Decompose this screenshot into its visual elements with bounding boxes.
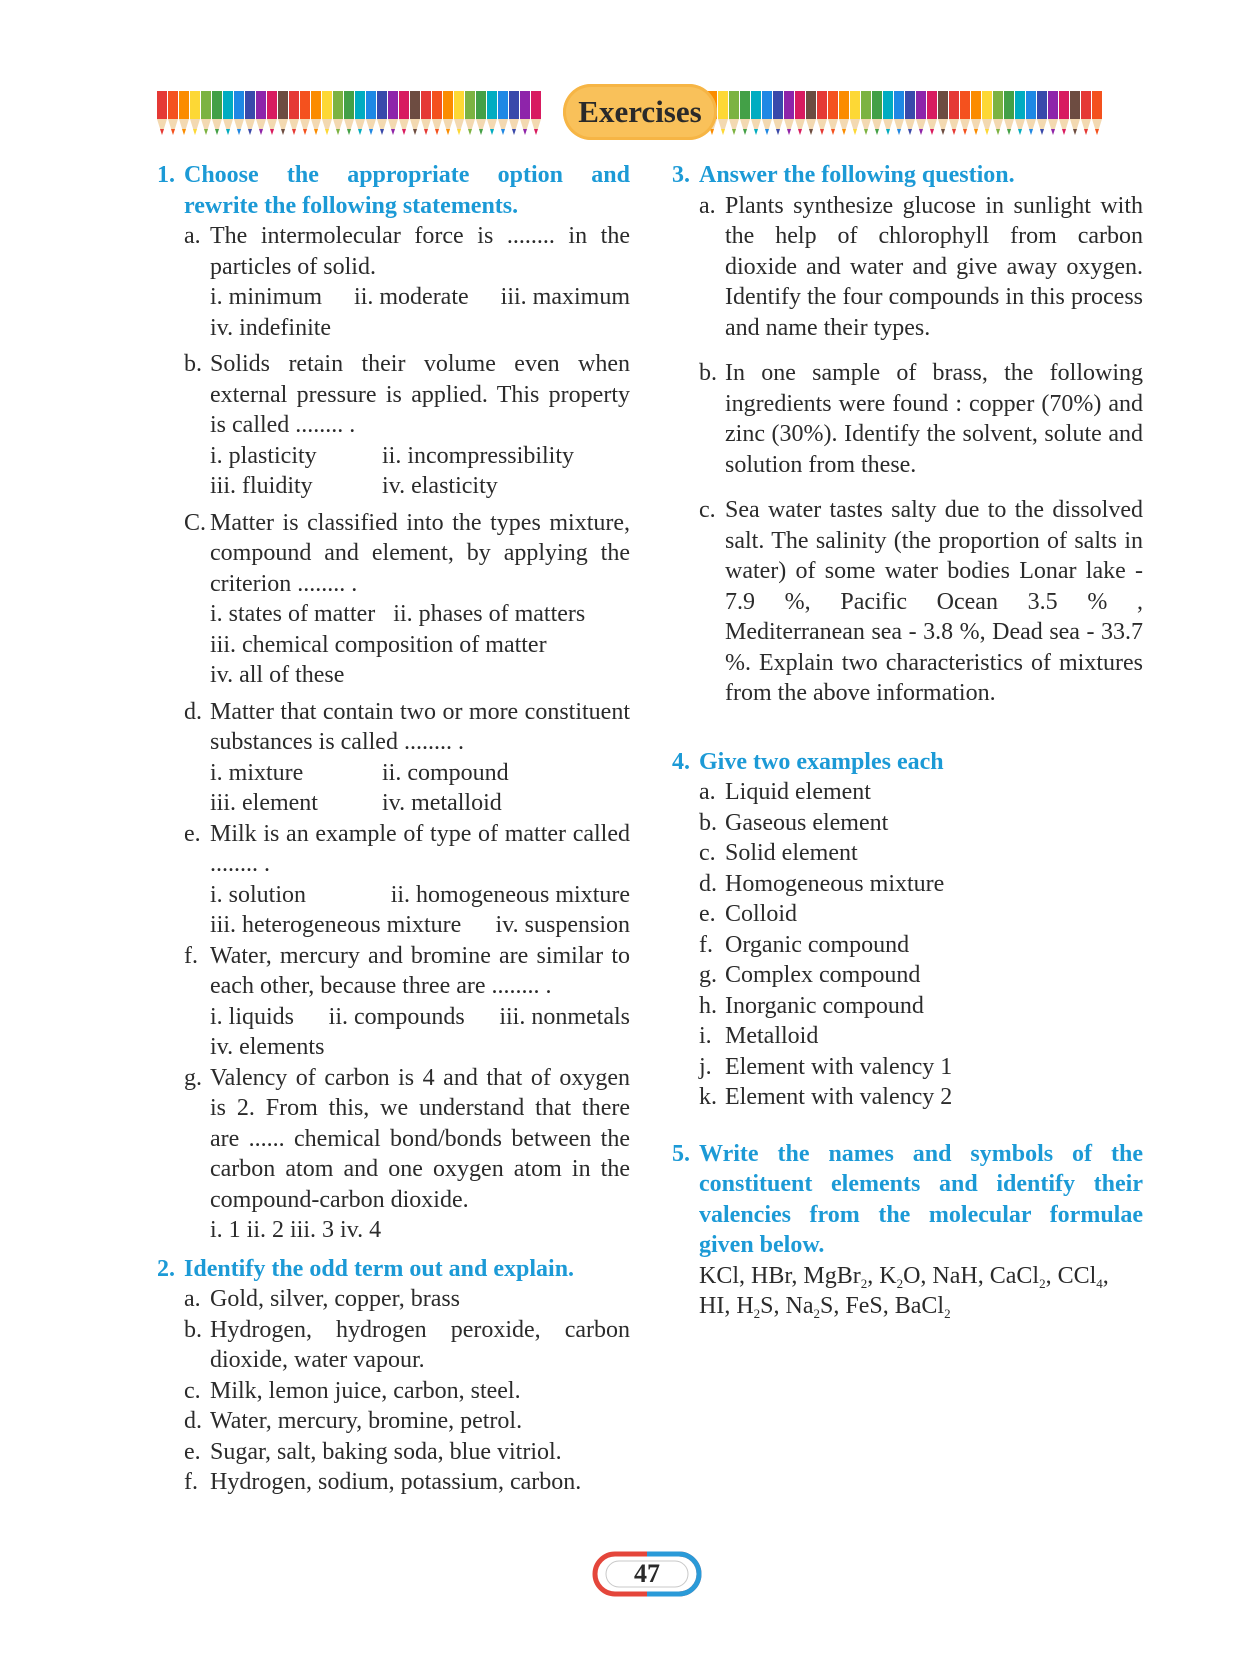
pencil-body: [773, 91, 783, 119]
pencil-lead: [479, 129, 483, 135]
item-text: Water, mercury, bromine, petrol.: [210, 1408, 523, 1434]
pencil-body: [718, 91, 728, 119]
item-text: Hydrogen, hydrogen peroxide, carbon dioxide, water vapour.: [210, 1316, 630, 1373]
pencil-body: [223, 91, 233, 119]
pencil-body: [388, 91, 398, 119]
pencil-body: [740, 91, 750, 119]
pencil-lead: [523, 129, 527, 135]
item-text: Matter is classified into the types mixture, compound and element, by applying the criterion ........ .: [210, 509, 630, 597]
pencil-body: [872, 91, 882, 119]
item-text: Sea water tastes salty due to the dissolved salt. The salinity (the proportion of salts in water) of some water bodies Lonar lake - 7.9 %, Pacific Ocean 3.5 % , Mediterranean sea - 3.8 %, Dead sea - 33.7 %. Explain two characteristics of mixtures from the above information.: [725, 497, 1143, 706]
option: i. liquids: [210, 1003, 295, 1030]
pencil-lead: [875, 129, 879, 135]
pencil-lead: [1073, 129, 1077, 135]
pencil-body: [982, 91, 992, 119]
list-item: g. Complex compound: [699, 962, 921, 988]
list-item: h. Inorganic compound: [699, 992, 924, 1019]
pencil-lead: [1062, 129, 1066, 135]
pencil-body: [795, 91, 805, 119]
pencil-body: [938, 91, 948, 119]
pencil-lead: [1084, 129, 1088, 135]
pencil-lead: [325, 129, 329, 135]
pencil-body: [454, 91, 464, 119]
list-item: a. Gold, silver, copper, brass: [184, 1286, 461, 1312]
pencil-body: [861, 91, 871, 119]
option: i. states of matter: [210, 601, 376, 627]
item-text: Element with valency 2: [725, 1084, 953, 1110]
item-text: Gaseous element: [725, 809, 889, 836]
pencil-lead: [721, 129, 725, 135]
formula-list: KCl, HBr, MgBr$_2$, $K_2O$, NaH, CaCl$_2$, CCl$_4$, HI, $H_2S$, $Na_2S$, FeS, BaCl$_2$: [699, 1262, 1109, 1321]
pencil-body: [1059, 91, 1069, 119]
pencil-body: [729, 91, 739, 119]
list-item: d. Homogeneous mixture: [699, 870, 945, 897]
list-item: b. Hydrogen, hydrogen peroxide, carbon dioxide, water vapour.: [184, 1316, 630, 1373]
page-title: Exercises: [563, 84, 717, 140]
question-1-title-line2: rewrite the following statements.: [184, 192, 519, 219]
pencil-lead: [1040, 129, 1044, 135]
option: iii. maximum: [500, 284, 630, 310]
question-number: 1.: [157, 162, 175, 188]
pencil-body: [322, 91, 332, 119]
pencil-lead: [160, 129, 164, 135]
pencil-body: [883, 91, 893, 119]
pencil-lead: [292, 129, 296, 135]
pencil-body: [927, 91, 937, 119]
item-text: Metalloid: [725, 1023, 819, 1049]
pencil-body: [949, 91, 959, 119]
pencil-body: [850, 91, 860, 119]
pencil-lead: [1095, 129, 1099, 135]
pencil-lead: [864, 129, 868, 135]
pencil-lead: [501, 129, 505, 135]
pencil-lead: [358, 129, 362, 135]
question-4-title: Give two examples each: [699, 748, 944, 775]
pencil-lead: [380, 129, 384, 135]
option: iii. fluidity: [210, 473, 313, 499]
item-text: Inorganic compound: [725, 992, 924, 1019]
list-item: a. Plants synthesize glucose in sunlight with the help of chlorophyll from carbon dioxide and water and give away oxygen. Identify the four compounds in this process and name their types.: [699, 192, 1143, 341]
pencil-lead: [336, 129, 340, 135]
pencil-body: [751, 91, 761, 119]
list-item: e. Milk is an example of type of matter called ........ .: [184, 820, 630, 877]
pencil-lead: [952, 129, 956, 135]
options-row: [157, 1002, 630, 1033]
pencil-body: [520, 91, 530, 119]
pencil-lead: [347, 129, 351, 135]
option: i. 1 ii. 2 iii. 3 iv. 4: [210, 1217, 382, 1243]
question-3-title: Answer the following question.: [699, 162, 1015, 188]
pencil-body: [443, 91, 453, 119]
pencil-body: [245, 91, 255, 119]
pencil-body: [839, 91, 849, 119]
pencil-body: [333, 91, 343, 119]
pencil-lead: [853, 129, 857, 135]
pencil-body: [993, 91, 1003, 119]
pencil-body: [531, 91, 541, 119]
pencil-body: [1092, 91, 1102, 119]
item-text: Gold, silver, copper, brass: [210, 1286, 461, 1312]
pencil-lead: [886, 129, 890, 135]
pencil-lead: [919, 129, 923, 135]
question-number: 5.: [672, 1140, 690, 1167]
options-grid: [157, 758, 630, 819]
item-text: Milk, lemon juice, carbon, steel.: [210, 1377, 521, 1404]
list-item: a. Liquid element: [699, 779, 871, 805]
pencil-body: [190, 91, 200, 119]
item-text: Matter that contain two or more constituent substances is called ........ .: [210, 698, 630, 755]
option: i. solution: [210, 881, 307, 908]
pencil-body: [311, 91, 321, 119]
pencil-body: [1004, 91, 1014, 119]
option: iii. nonmetals: [499, 1003, 630, 1030]
pencil-body: [377, 91, 387, 119]
pencil-body: [1037, 91, 1047, 119]
option: ii. phases of matters: [393, 601, 586, 627]
pencil-lead: [710, 129, 714, 135]
pencil-body: [267, 91, 277, 119]
item-text: Sugar, salt, baking soda, blue vitriol.: [210, 1438, 562, 1465]
pencil-body: [806, 91, 816, 119]
pencil-lead: [424, 129, 428, 135]
question-3-heading: [672, 160, 1143, 191]
pencil-lead: [204, 129, 208, 135]
question-1-title-line1: Choose the appropriate option and: [184, 162, 630, 188]
pencil-body: [509, 91, 519, 119]
item-text: Milk is an example of type of matter called ........ .: [210, 820, 630, 877]
pencil-lead: [369, 129, 373, 135]
pencil-lead: [534, 129, 538, 135]
pencil-lead: [831, 129, 835, 135]
pencil-lead: [754, 129, 758, 135]
pencil-lead: [226, 129, 230, 135]
list-item: a. The intermolecular force is ........ in the particles of solid.: [184, 223, 630, 280]
option: iii. heterogeneous mixture: [210, 912, 462, 938]
question-number: 4.: [672, 748, 690, 775]
pencil-lead: [215, 129, 219, 135]
pencil-lead: [402, 129, 406, 135]
list-item: b. In one sample of brass, the following ingredients were found : copper (70%) and zinc (30%). Identify the solvent, solute and solution from these.: [699, 360, 1143, 478]
pencil-lead: [941, 129, 945, 135]
options-row: [157, 910, 630, 941]
option: iv. elements: [210, 1034, 325, 1060]
list-item: c. Sea water tastes salty due to the dissolved salt. The salinity (the proportion of salts in water) of some water bodies Lonar lake - 7.9 %, Pacific Ocean 3.5 % , Mediterranean sea - 3.8 %, Dead sea - 33.7 %. Explain two characteristics of mixtures from the above information.: [699, 497, 1143, 706]
list-item: b. Solids retain their volume even when external pressure is applied. This property is called ........ .: [184, 351, 630, 438]
pencil-body: [212, 91, 222, 119]
question-5-title: Write the names and symbols of the constituent elements and identify their valencies from the molecular formulae given below.: [699, 1140, 1143, 1258]
pencil-body: [201, 91, 211, 119]
option: iv. all of these: [210, 662, 345, 688]
pencil-body: [828, 91, 838, 119]
pencil-lead: [237, 129, 241, 135]
pencil-lead: [963, 129, 967, 135]
option: ii. incompressibility: [382, 442, 574, 469]
pencil-body: [762, 91, 772, 119]
question-5-heading: [672, 1139, 1143, 1261]
pencil-body: [817, 91, 827, 119]
pencil-body: [179, 91, 189, 119]
pencil-lead: [974, 129, 978, 135]
list-item: f. Organic compound: [699, 931, 910, 958]
pencil-lead: [985, 129, 989, 135]
question-number: 3.: [672, 162, 690, 188]
pencil-lead: [930, 129, 934, 135]
pencil-body: [410, 91, 420, 119]
question-4-heading: [672, 747, 1143, 778]
pencil-body: [1015, 91, 1025, 119]
pencil-body: [894, 91, 904, 119]
pencil-body: [1070, 91, 1080, 119]
right-column: [672, 160, 1143, 1322]
pencil-lead: [908, 129, 912, 135]
pencil-body: [432, 91, 442, 119]
list-item: i. Metalloid: [699, 1023, 819, 1049]
item-text: Organic compound: [725, 931, 910, 958]
option: i. mixture: [210, 759, 304, 786]
pencil-lead: [270, 129, 274, 135]
pencil-lead: [171, 129, 175, 135]
option: ii. homogeneous mixture: [390, 881, 630, 908]
pencil-body: [366, 91, 376, 119]
pencil-body: [300, 91, 310, 119]
pencil-lead: [413, 129, 417, 135]
list-item: b. Gaseous element: [699, 809, 889, 836]
options-row: [157, 880, 630, 911]
list-item: j. Element with valency 1: [699, 1053, 953, 1080]
pencil-lead: [1029, 129, 1033, 135]
pencil-lead: [512, 129, 516, 135]
list-item: c. Milk, lemon juice, carbon, steel.: [184, 1377, 521, 1404]
left-column: [157, 160, 630, 1498]
item-text: Hydrogen, sodium, potassium, carbon.: [210, 1469, 582, 1495]
pencil-lead: [820, 129, 824, 135]
pencil-body: [1026, 91, 1036, 119]
page-number: 47: [634, 1559, 660, 1588]
list-item: C. Matter is classified into the types mixture, compound and element, by applying the criterion ........ .: [184, 509, 630, 597]
option: iii. element: [210, 790, 318, 816]
pencil-lead: [776, 129, 780, 135]
pencil-body: [355, 91, 365, 119]
pencil-lead: [1051, 129, 1055, 135]
pencil-lead: [259, 129, 263, 135]
list-item: e. Sugar, salt, baking soda, blue vitriol.: [184, 1438, 562, 1465]
pencil-lead: [996, 129, 1000, 135]
list-item: f. Hydrogen, sodium, potassium, carbon.: [184, 1469, 582, 1495]
list-item: f. Water, mercury and bromine are similar to each other, because three are ........ .: [184, 942, 630, 999]
pencil-body: [476, 91, 486, 119]
question-2-title: Identify the odd term out and explain.: [184, 1255, 575, 1282]
pencil-body: [784, 91, 794, 119]
pencil-body: [421, 91, 431, 119]
pencil-lead: [490, 129, 494, 135]
pencil-lead: [1007, 129, 1011, 135]
list-item: c. Solid element: [699, 840, 858, 866]
list-item: g. Valency of carbon is 4 and that of oxygen is 2. From this, we understand that there are ...... chemical bond/bonds between the carbon atom and one oxygen atom in the compound-carbon dioxide.: [184, 1064, 630, 1213]
pencil-body: [498, 91, 508, 119]
pencil-body: [234, 91, 244, 119]
item-text: Element with valency 1: [725, 1053, 953, 1080]
pencil-body: [256, 91, 266, 119]
pencil-body: [168, 91, 178, 119]
pencil-body: [905, 91, 915, 119]
pencil-body: [971, 91, 981, 119]
pencil-lead: [787, 129, 791, 135]
pencil-lead: [281, 129, 285, 135]
question-number: 2.: [157, 1255, 175, 1282]
options-row: [157, 282, 630, 313]
item-text: In one sample of brass, the following ingredients were found : copper (70%) and zinc (30%). Identify the solvent, solute and solution from these.: [725, 360, 1143, 478]
option: ii. compound: [382, 759, 509, 786]
pencil-body: [399, 91, 409, 119]
pencil-lead: [743, 129, 747, 135]
pencil-body: [465, 91, 475, 119]
pencil-body: [960, 91, 970, 119]
pencil-body: [487, 91, 497, 119]
item-text: Plants synthesize glucose in sunlight with the help of chlorophyll from carbon dioxide and water and give away oxygen. Identify the four compounds in this process and name their types.: [725, 192, 1143, 341]
option: iv. elasticity: [382, 473, 498, 499]
pencil-body: [1048, 91, 1058, 119]
pencil-lead: [391, 129, 395, 135]
question-1-heading: [157, 160, 630, 221]
pencil-body: [1081, 91, 1091, 119]
item-text: Colloid: [725, 901, 798, 927]
pencil-lead: [765, 129, 769, 135]
pencil-body: [344, 91, 354, 119]
pencil-lead: [798, 129, 802, 135]
pencil-body: [278, 91, 288, 119]
option: iii. chemical composition of matter: [210, 631, 547, 658]
options-row: [157, 599, 630, 630]
item-text: Water, mercury and bromine are similar to each other, because three are ........ .: [210, 942, 630, 999]
option: i. minimum: [210, 284, 323, 310]
option: i. plasticity: [210, 442, 317, 469]
pencil-lead: [897, 129, 901, 135]
list-item: d. Matter that contain two or more constituent substances is called ........ .: [184, 698, 630, 755]
pencil-lead: [303, 129, 307, 135]
pencil-lead: [457, 129, 461, 135]
option: ii. compounds: [328, 1003, 465, 1030]
options-grid: [157, 441, 630, 502]
list-item: k. Element with valency 2: [699, 1084, 953, 1110]
item-text: Homogeneous mixture: [725, 870, 945, 897]
pencil-lead: [809, 129, 813, 135]
list-item: e. Colloid: [699, 901, 798, 927]
pencil-lead: [435, 129, 439, 135]
pencil-body: [157, 91, 167, 119]
pencil-lead: [248, 129, 252, 135]
item-text: The intermolecular force is ........ in the particles of solid.: [210, 223, 630, 280]
pencil-lead: [446, 129, 450, 135]
item-text: Liquid element: [725, 779, 871, 805]
item-text: Solids retain their volume even when external pressure is applied. This property is called ........ .: [210, 351, 630, 438]
pencil-lead: [842, 129, 846, 135]
item-text: Valency of carbon is 4 and that of oxygen is 2. From this, we understand that there are ...... chemical bond/bonds between the carbon atom and one oxygen atom in the compound-carbon dioxide.: [210, 1064, 630, 1213]
option: ii. moderate: [354, 284, 469, 310]
option: iv. indefinite: [210, 314, 332, 341]
item-text: Complex compound: [725, 962, 921, 988]
pencil-body: [916, 91, 926, 119]
pencil-lead: [314, 129, 318, 135]
pencil-body: [289, 91, 299, 119]
pencil-lead: [193, 129, 197, 135]
option: iv. suspension: [495, 912, 630, 938]
option: iv. metalloid: [382, 790, 502, 816]
list-item: d. Water, mercury, bromine, petrol.: [184, 1408, 523, 1434]
pencil-lead: [182, 129, 186, 135]
pencil-lead: [732, 129, 736, 135]
item-text: Solid element: [725, 840, 858, 866]
question-2-heading: [157, 1254, 630, 1285]
pencil-lead: [468, 129, 472, 135]
pencil-lead: [1018, 129, 1022, 135]
